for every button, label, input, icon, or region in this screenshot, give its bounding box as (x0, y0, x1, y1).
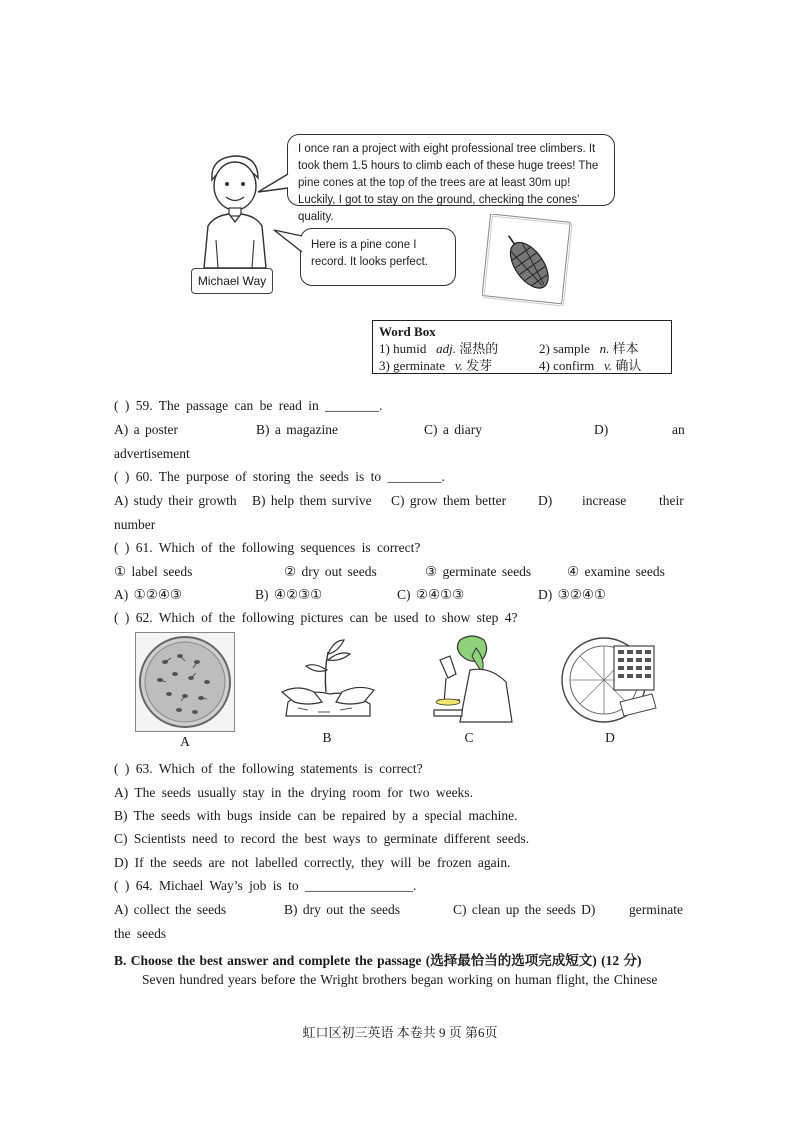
q61-option-a: A) ①②④③ (114, 587, 183, 602)
speech-bubble-1-text: I once ran a project with eight professional tree climbers. It took them 1.5 hours to climb each of these huge trees! The pine cones at the top of the trees are at least 30m up! Luckily, I got to stay on the ground, checking the cones’ quality. (298, 143, 599, 223)
word-box-item-2-pos: n. (599, 341, 610, 356)
q63-option-b: B) The seeds with bugs inside can be repaired by a special machine. (114, 808, 518, 823)
section-b-heading: B. Choose the best answer and complete the passage (选择最恰当的选项完成短文) (12 分) (114, 953, 642, 968)
q64-option-c-d-label: C) clean up the seeds D) (453, 902, 596, 917)
picture-d-seed-vault (560, 632, 660, 733)
q62-stem: ( ) 62. Which of the following pictures can be used to show step 4? (114, 610, 518, 625)
q59-option-c: C) a diary (424, 422, 482, 437)
speech-bubble-2 (300, 228, 456, 286)
word-box-title: Word Box (379, 324, 436, 339)
q63-stem: ( ) 63. Which of the following statements is correct? (114, 761, 423, 776)
pine-cone-photo (482, 214, 572, 311)
q61-option-b: B) ④②③① (255, 587, 323, 602)
page-footer: 虹口区初三英语 本卷共 9 页 第6页 (302, 1025, 498, 1040)
section-b-first-line: Seven hundred years before the Wright brothers began working on human flight, the Chinese (142, 972, 658, 987)
q64-option-b: B) dry out the seeds (284, 902, 400, 917)
q59-stem: ( ) 59. The passage can be read in ________. (114, 398, 383, 413)
picture-a-label: A (180, 734, 190, 749)
word-box-item-1-pos: adj. (436, 341, 456, 356)
name-plate (191, 268, 273, 294)
word-box-item-4-num: 4) (539, 358, 550, 373)
q59-option-b: B) a magazine (256, 422, 338, 437)
q63-option-a: A) The seeds usually stay in the drying room for two weeks. (114, 785, 473, 800)
picture-b-planting (278, 632, 378, 733)
q64-option-a: A) collect the seeds (114, 902, 227, 917)
word-box-item-1-word: humid (393, 341, 427, 356)
word-box-item-2-word: sample (553, 341, 590, 356)
word-box-item-1-num: 1) (379, 341, 390, 356)
boy-illustration (190, 150, 280, 275)
q61-step-4: ④ examine seeds (567, 564, 665, 579)
picture-b-label: B (322, 730, 332, 745)
q59-option-a: A) a poster (114, 422, 178, 437)
q60-option-d-cont: number (114, 517, 156, 532)
q64-option-d-cont: the seeds (114, 926, 167, 941)
q64-option-d-word: germinate (629, 902, 683, 917)
word-box-item-2-num: 2) (539, 341, 550, 356)
word-box-item-4-pos: v. (604, 358, 613, 373)
name-plate-text: Michael Way (197, 274, 267, 288)
q60-option-d-word2: their (659, 493, 684, 508)
picture-c-microscope (420, 630, 520, 733)
word-box-item-4-meaning: 确认 (615, 358, 642, 373)
word-box-item-1-meaning: 湿热的 (459, 341, 499, 356)
word-box-item-3-pos: v. (454, 358, 463, 373)
q61-option-c: C) ②④①③ (397, 587, 465, 602)
word-box-item-3-word: germinate (393, 358, 446, 373)
word-box-item-3-num: 3) (379, 358, 390, 373)
q59-option-d-cont: advertisement (114, 446, 190, 461)
q60-option-c: C) grow them better (391, 493, 507, 508)
word-box-item-4-word: confirm (553, 358, 595, 373)
word-box (372, 320, 672, 374)
speech-bubble-1-tail (256, 170, 292, 200)
speech-bubble-2-text: Here is a pine cone I record. It looks perfect. (311, 239, 428, 268)
q63-option-c: C) Scientists need to record the best ways to germinate different seeds. (114, 831, 530, 846)
q60-option-a: A) study their growth (114, 493, 237, 508)
picture-c-label: C (464, 730, 474, 745)
q61-step-1: ① label seeds (114, 564, 193, 579)
q64-stem: ( ) 64. Michael Way’s job is to ________________. (114, 878, 417, 893)
picture-a-petri-dish (135, 632, 235, 737)
q61-step-3: ③ germinate seeds (425, 564, 532, 579)
q60-option-d-word1: increase (582, 493, 627, 508)
q63-option-d: D) If the seeds are not labelled correctly, they will be frozen again. (114, 855, 511, 870)
q59-option-d-word: an (672, 422, 685, 437)
q59-option-d-label: D) (594, 422, 609, 437)
q61-step-2: ② dry out seeds (284, 564, 377, 579)
word-box-item-2-meaning: 样本 (612, 341, 639, 356)
picture-d-label: D (605, 730, 615, 745)
q61-stem: ( ) 61. Which of the following sequences is correct? (114, 540, 421, 555)
q60-option-b: B) help them survive (252, 493, 372, 508)
q60-option-d-label: D) (538, 493, 553, 508)
speech-bubble-1 (287, 134, 615, 223)
speech-bubble-2-tail (270, 226, 306, 262)
q61-option-d: D) ③②④① (538, 587, 607, 602)
word-box-item-3-meaning: 发芽 (466, 358, 493, 373)
q60-stem: ( ) 60. The purpose of storing the seeds is to ________. (114, 469, 445, 484)
